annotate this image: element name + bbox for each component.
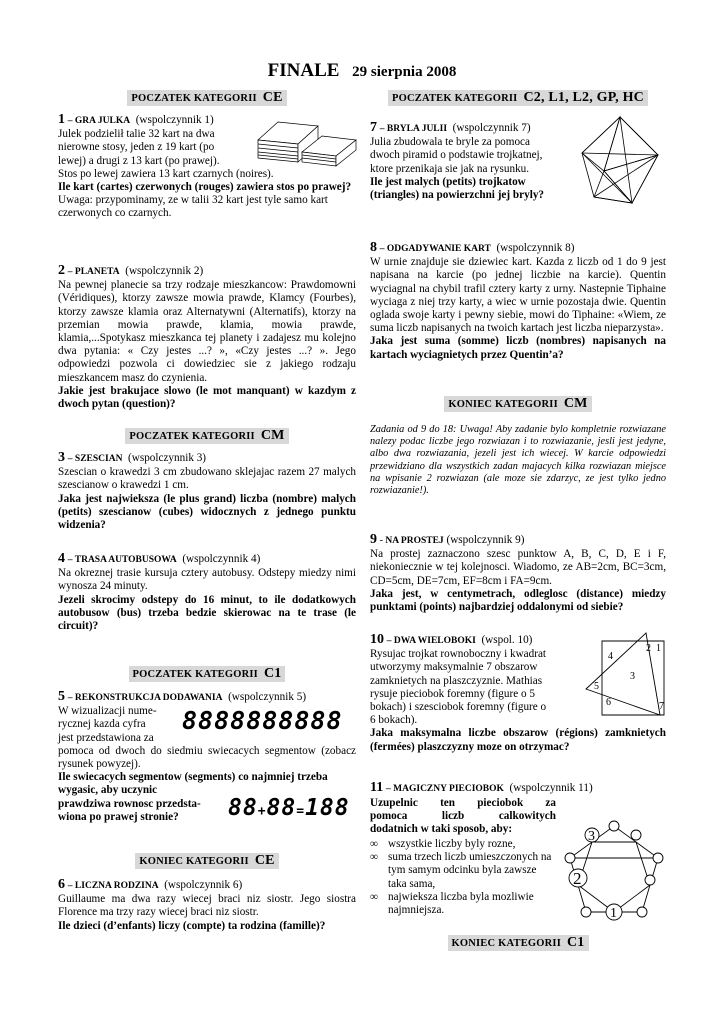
left-column <box>58 90 356 106</box>
problem-6-question: Ile dzieci (d’enfants) liczy (compte) ta rodzina (famille)? <box>58 919 326 932</box>
category-header-end-ce: KONIEC KATEGORII CE <box>135 853 278 869</box>
problem-1-question: Ile kart (cartes) czerwonych (rouges) zawiera stos po prawej? <box>58 181 352 194</box>
circle-label-1: 1 <box>610 906 617 921</box>
problem-5: 5 – REKONSTRUKCJA DODAWANIA (wspolczynnik 5) W wizualizacji nume- rycznej kazda cyfra jest przedstawiona za pomoca od dwoch do siedmiu swiecacych segmentow (zobacz rysunek powyzej). Ile swiecacych segmentow (segments) co najmniej trzeba wygasic, aby uczynic prawdziwa rownosc przedsta- wiona po prawej stronie? <box>58 689 356 823</box>
problem-3: 3 – SZESCIAN (wspolczynnik 3) Szescian o krawedzi 3 cm zbudowano sklejajac razem 27 malych szescianow o krawedzi 1 cm. Jaka jest najwieksza (le plus grand) liczba (nombre) malych (petits) szescianow (cubes) widocznych z jednego punktu widzenia? <box>58 450 356 532</box>
page-title <box>0 60 724 83</box>
title-text: FINALE <box>267 60 340 81</box>
problem-8: 8 – ODGADYWANIE KART (wspolczynnik 8) W urnie znajduje sie dziewiec kart. Kazda z liczb od 1 do 9 jest napisana na karcie (po jednej liczbie na karcie). Quentin wyciagnal na chybil trafil cztery karty z urny. Nastepnie Tiphaine wyciaga z niej trzy karty, a wiec w urnie pozostaja dwie. Quentin oglada swoje karty i pewny siebie, mowi do Tiphaine: «Wiem, ze suma liczb napisanych na twoich kartach jest liczba nieparzysta». Jaka jest suma (somme) liczb (nombres) napisanych na kartach wyciagnietych przez Quentin’a? <box>370 240 666 361</box>
problem-2-question: Jakie jest brakujace slowo (le mot manquant) w kazdym z dwoch pytan (question)? <box>58 384 356 411</box>
condition-item: ∞ najwieksza liczba byla mozliwie najmniejsza. <box>370 890 534 917</box>
category-header-start-c1: POCZATEK KATEGORII C1 <box>129 666 286 682</box>
category-header-start-cm: POCZATEK KATEGORII CM <box>125 428 288 444</box>
category-header-end-cm: KONIEC KATEGORII CM <box>444 396 591 412</box>
seven-segment-display: 8888888888 <box>182 706 343 735</box>
problem-10: 10 – DWA WIELOBOKI (wspol. 10) Rysujac trojkat rownoboczny i kwadrat utworzymy maksymalnie 7 obszarow zamknietych na plaszczyznie. Mathias rysuje pieciobok foremny (figure o 5 bokach) i szesciobok foremny (figure o 6 bokach). Jaka maksymalna liczbe obszarow (régions) zamknietych (fermées) plaszczyzny moze on otrzymac? <box>370 632 666 753</box>
circle-label-2: 2 <box>573 869 582 888</box>
problem-3-question: Jaka jest najwieksza (le plus grand) liczba (nombre) malych (petits) szescianow (cubes) widocznych z jednego punktu widzenia? <box>58 492 356 532</box>
right-header-end-c1 <box>370 935 666 951</box>
region-label-2: 2 <box>646 643 651 654</box>
right-header-end-cm <box>370 396 666 412</box>
problem-4-question: Jezeli skrocimy odstepy do 16 minut, to ile dodatkowych autobusow (bus) trzeba bedzie skierowac na te trase (le circuit)? <box>58 593 356 633</box>
category-header-start-ce: POCZATEK KATEGORII CE <box>127 90 286 106</box>
magic-pentagon-illustration <box>562 818 668 922</box>
intersecting-pyramids-illustration <box>572 113 668 209</box>
problem-2: 2 – PLANETA (wspolczynnik 2) Na pewnej planecie sa trzy rodzaje mieszkancow: Prawdomowni (Véridiques), ktorzy zawsze mowia prawde, Klamcy (Fourbes), ktorzy zawsze klamia oraz Alternatywni (Alternatifs), ktorzy na przemian mowia prawde, klamia, mowia prawde, klamia,...Spotykasz mieszkanca tej planety i zadajesz mu kolejno dwa pytania: « Czy jestes ...? », «Czy jestes ...? ». Jego odpowiedzi pozwola ci dowiedziec sie z jakiego rodzaju mieszkancem masz do czynienia. Jakie jest brakujace slowo (le mot manquant) w kazdym z dwoch pytan (question)? <box>58 263 356 411</box>
condition-item: ∞ wszystkie liczby byly rozne, <box>370 838 516 850</box>
multiple-solutions-note: Zadania od 9 do 18: Uwaga! Aby zadanie bylo kompletnie rozwiazane nalezy podac liczbe jego rozwiazan i to rozwiazanie, jesli jest jedyne, albo dwa rozwiazania, jezeli jest ich wiecej. W karcie odpowiedzi przewidziano dla wszystkich zadan majacych kilka rozwiazan miejsce na wpisanie 2 rozwiazan (ale moze sie zdarzyc, ze jest tylko jedno rozwiazanie!). <box>370 424 666 497</box>
problem-9: 9 - NA PROSTEJ (wspolczynnik 9) Na prostej zaznaczono szesc punktow A, B, C, D, E i F, niekoniecznie w tej kolejnosci. Wiadomo, ze AB=2cm, BC=3cm, CD=5cm, DE=7cm, EF=8cm i FA=9cm. Jaka jest, w centymetrach, odleglosc (distance) miedzy punktami (points) najbardziej oddalonymi od siebie? <box>370 532 666 614</box>
problem-11-conditions <box>370 838 556 917</box>
region-label-3: 3 <box>630 671 635 682</box>
problem-1: 1 – GRA JULKA (wspolczynnik 1) Julek podzielił talie 32 kart na dwa nierowne stosy, jeden z 19 kart (po lewej) a drugi z 13 kart (po prawej). Stos po lewej zawiera 13 kart czarnych (noires). Ile kart (cartes) czerwonych (rouges) zawiera stos po prawej? Uwaga: przypominamy, ze w talii 32 kart jest tyle samo kart czerwonych co czarnych. <box>58 113 356 221</box>
region-label-1: 1 <box>656 643 661 654</box>
problem-9-question: Jaka jest, w centymetrach, odleglosc (distance) miedzy punktami (points) najbardziej oddalonymi od siebie? <box>370 587 666 614</box>
title-date: 29 sierpnia 2008 <box>352 64 457 80</box>
region-label-7: 7 <box>659 701 664 712</box>
left-header-c1 <box>58 666 356 682</box>
left-header-end-ce <box>58 853 356 869</box>
category-header-end-c1: KONIEC KATEGORII C1 <box>448 935 589 951</box>
region-label-6: 6 <box>606 697 611 708</box>
problem-11-intro: Uzupelnic ten pieciobok za pomoca liczb calkowitych dodatnich w taki sposob, aby: <box>370 797 556 836</box>
card-stacks-illustration <box>256 118 360 170</box>
segment-equation: 88+88=188 <box>228 795 350 821</box>
circle-label-3: 3 <box>588 829 595 844</box>
problem-11: 11 – MAGICZNY PIECIOBOK (wspolczynnik 11) <box>370 780 593 795</box>
region-label-4: 4 <box>608 651 613 662</box>
region-label-5: 5 <box>594 681 599 692</box>
condition-item: ∞ suma trzech liczb umieszczonych na tym samym odcinku byla zawsze taka sama, <box>370 851 552 890</box>
problem-7: 7 – BRYLA JULII (wspolczynnik 7) Julia zbudowala te bryle za pomoca dwoch piramid o podstawie trojkatnej, ktore przenikaja sie jak na rysunku. Ile jest malych (petits) trojkatow (triangles) na powierzchni jej bryly? <box>370 120 545 202</box>
left-header-cm <box>58 428 356 444</box>
problem-4: 4 – TRASA AUTOBUSOWA (wspolczynnik 4) Na okreznej trasie kursuja cztery autobusy. Odstepy miedzy nimi wynosza 24 minuty. Jezeli skrocimy odstepy do 16 minut, to ile dodatkowych autobusow (bus) trzeba bedzie skierowac na te trase (le circuit)? <box>58 551 356 633</box>
problem-10-question: Jaka maksymalna liczbe obszarow (régions) zamknietych (fermées) plaszczyzny moze on otrzymac? <box>370 727 666 753</box>
problem-6: 6 – LICZNA RODZINA (wspolczynnik 6) Guillaume ma dwa razy wiecej braci niz siostr. Jego siostra Florence ma trzy razy wiecej braci niz siostr. Ile dzieci (d’enfants) liczy (compte) ta rodzina (famille)? <box>58 877 356 932</box>
right-header-c2 <box>370 90 666 106</box>
problem-8-question: Jaka jest suma (somme) liczb (nombres) napisanych na kartach wyciagnietych przez Quentin’a? <box>370 335 666 361</box>
category-header-start-c2: POCZATEK KATEGORII C2, L1, L2, GP, HC <box>388 90 648 106</box>
triangle-square-regions-illustration <box>580 629 670 719</box>
